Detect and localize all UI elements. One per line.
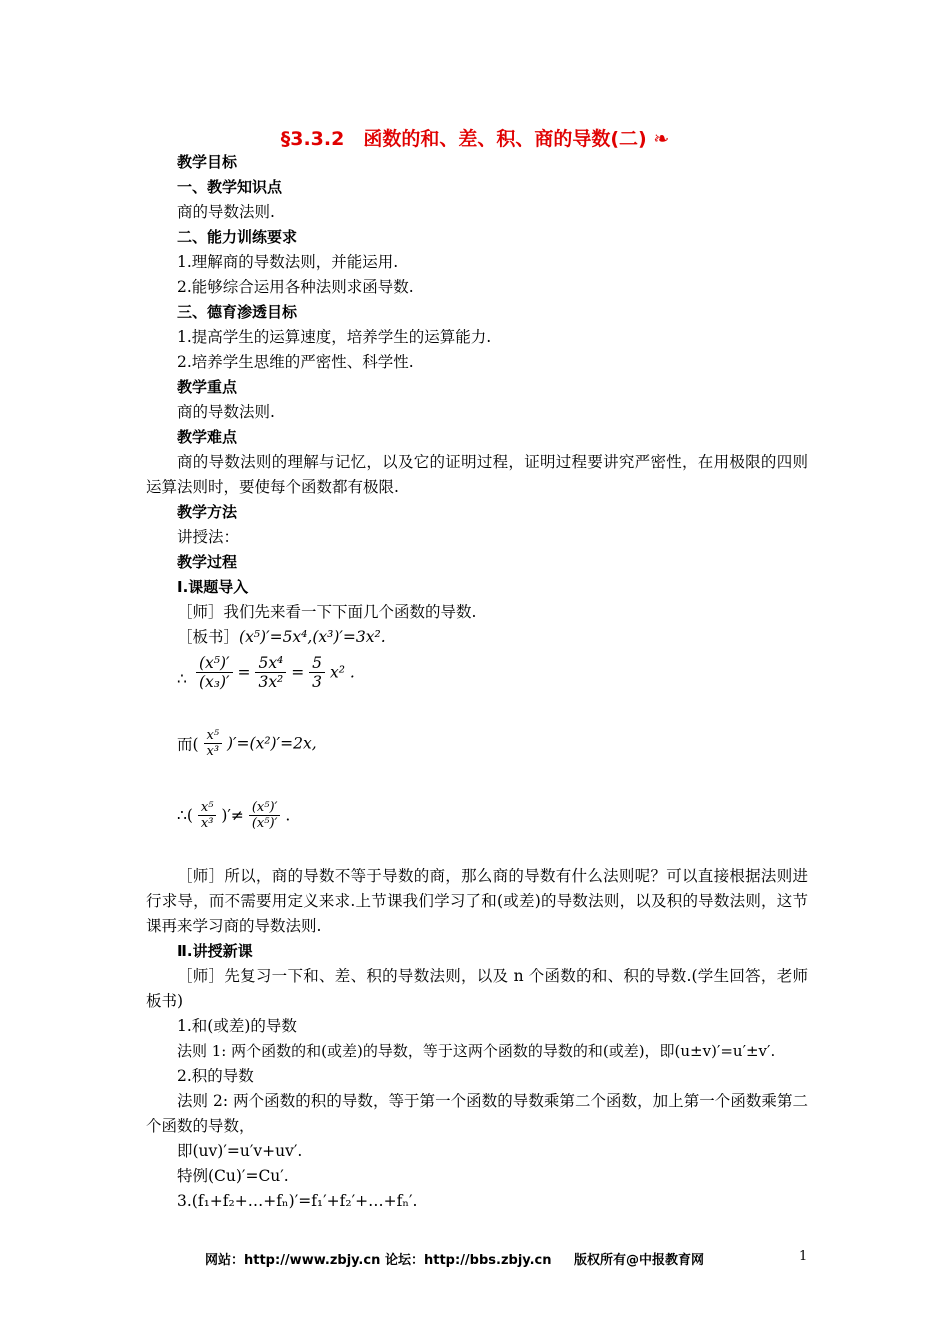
text-product-derivative: 2.积的导数 xyxy=(177,1067,254,1085)
equation-2: 而( $\frac{\text{x⁵}}{\text{x³}}$ )′=(x²)′=2x, xyxy=(177,728,317,759)
fraction-powers: $\frac{\text{5x⁴}}{\text{3x²}}$ xyxy=(255,654,286,691)
text-method: 讲授法： xyxy=(177,528,240,546)
heading-objectives: 教学目标 xyxy=(177,153,238,171)
footer-copyright: 版权所有@中报教育网 xyxy=(574,1253,705,1268)
text-knowledge: 商的导数法则. xyxy=(177,203,275,221)
text-sum-n: 3.(f₁+f₂+…+fₙ)′=f₁′+f₂′+…+fₙ′. xyxy=(177,1192,418,1210)
text-moral-1: 1.提高学生的运算速度，培养学生的运算能力. xyxy=(177,328,492,346)
text-review: ［师］先复习一下和、差、积的导数法则，以及 n 个函数的和、积的导数.(学生回答，老师板书) xyxy=(146,967,808,1010)
heading-moral: 三、德育渗透目标 xyxy=(177,303,298,321)
heading-knowledge: 一、教学知识点 xyxy=(177,178,283,196)
therefore-symbol: ∴ xyxy=(177,670,187,688)
fraction-derivative-quotient: $\frac{\text{(x⁵)′}}{\text{(x⁵)′}}$ xyxy=(249,800,281,831)
fraction-quotient: $\frac{\text{x⁵}}{\text{x³}}$ xyxy=(204,728,223,759)
text-rule-2: 法则 2: 两个函数的积的导数，等于第一个函数的导数乘第二个函数，加上第一个函数乘第二个函数的导数， xyxy=(146,1092,808,1135)
title-ornament-icon: ❧ xyxy=(653,128,670,150)
heading-new-lesson: Ⅱ.讲授新课 xyxy=(177,942,253,960)
fraction-quotient-2: $\frac{\text{x⁵}}{\text{x³}}$ xyxy=(198,800,217,831)
heading-ability: 二、能力训练要求 xyxy=(177,228,298,246)
text-board-1 xyxy=(146,625,808,650)
fraction-derivatives: $\frac{\text{(x⁵)′}}{\text{(x₃)′}}$ xyxy=(196,654,233,691)
text-difficulty: 商的导数法则的理解与记忆，以及它的证明过程，证明过程要讲究严密性，在用极限的四则运算法则时，要使每个函数都有极限. xyxy=(146,453,808,496)
heading-intro: Ⅰ.课题导入 xyxy=(177,578,249,596)
text-sum-derivative: 1.和(或差)的导数 xyxy=(177,1017,297,1035)
text-intro-1: ［师］我们先来看一下下面几个函数的导数. xyxy=(177,603,477,621)
text-rule-1: 法则 1: 两个函数的和(或差)的导数，等于这两个函数的导数的和(或差)，即(u±v)′=u′±v′. xyxy=(177,1042,776,1060)
text-ability-1: 1.理解商的导数法则，并能运用. xyxy=(177,253,399,271)
fraction-coefficient: $\frac{5}{3}$ xyxy=(309,654,325,691)
document-body xyxy=(146,150,808,1214)
heading-difficulty: 教学难点 xyxy=(177,428,238,446)
heading-method: 教学方法 xyxy=(177,503,238,521)
text-special-case: 特例(Cu)′=Cu′. xyxy=(177,1167,289,1185)
heading-process: 教学过程 xyxy=(177,553,238,571)
text-intro-para: ［师］所以，商的导数不等于导数的商，那么商的导数有什么法则呢？可以直接根据法则进行求导，而不需要用定义来求.上节课我们学习了和(或差)的导数法则，以及积的导数法则，这节课再来学习商的导数法则. xyxy=(146,867,808,935)
text-ability-2: 2.能够综合运用各种法则求函导数. xyxy=(177,278,414,296)
heading-key-point: 教学重点 xyxy=(177,378,238,396)
board-label: ［板书］ xyxy=(177,628,240,646)
footer-forum: 论坛：http://bbs.zbjy.cn xyxy=(385,1253,552,1268)
footer-site: 网站：http://www.zbjy.cn xyxy=(205,1253,381,1268)
title-text: §3.3.2 函数的和、差、积、商的导数(二) xyxy=(280,128,647,150)
page-title xyxy=(0,124,950,151)
equation-1: ∴ $\frac{\text{(x⁵)′}}{\text{(x₃)′}}$ = $\frac{\text{5x⁴}}{\text{3x²}}$ = $\frac{5}{3}$ x² . xyxy=(177,654,355,691)
text-product-formula: 即(uv)′=u′v+uv′. xyxy=(177,1142,303,1160)
equation-3: ∴( $\frac{\text{x⁵}}{\text{x³}}$ )′≠ $\frac{\text{(x⁵)′}}{\text{(x⁵)′}}$ . xyxy=(177,800,291,831)
page-number: 1 xyxy=(799,1249,808,1264)
board-formula: (x⁵)′=5x⁴,(x³)′=3x². xyxy=(239,628,386,646)
text-key-point: 商的导数法则. xyxy=(177,403,275,421)
text-moral-2: 2.培养学生思维的严密性、科学性. xyxy=(177,353,414,371)
